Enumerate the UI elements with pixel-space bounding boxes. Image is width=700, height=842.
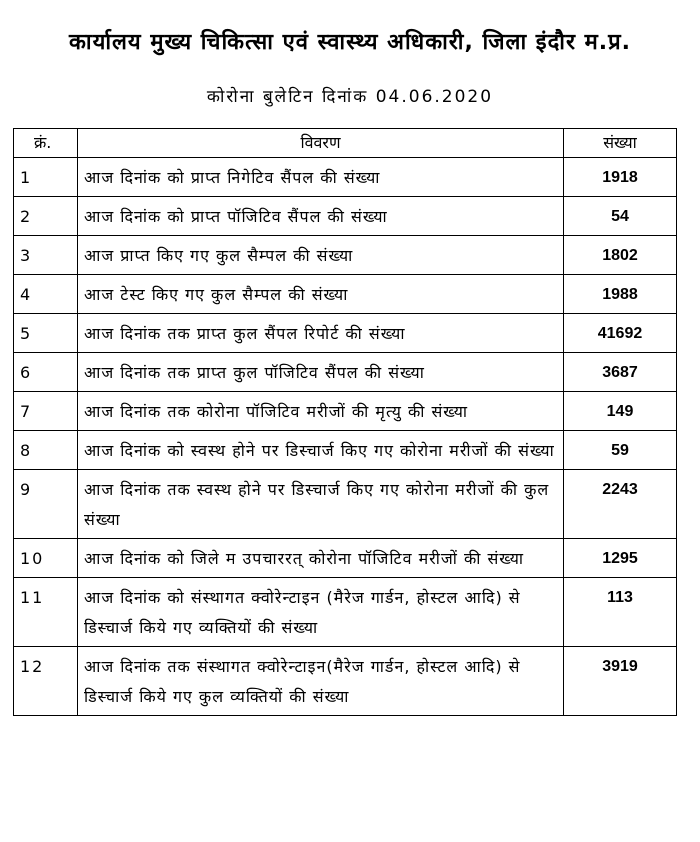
table-row	[14, 647, 677, 716]
row-description: आज दिनांक को प्राप्त पॉजिटिव सैंपल की संख्या	[78, 197, 564, 236]
row-count: 1918	[564, 158, 677, 197]
row-description: आज टेस्ट किए गए कुल सैम्पल की संख्या	[78, 275, 564, 314]
table-row	[14, 470, 677, 539]
row-serial: 6	[14, 353, 78, 392]
row-description: आज दिनांक तक स्वस्थ होने पर डिस्चार्ज किए गए कोरोना मरीजों की कुल संख्या	[78, 470, 564, 539]
row-count: 1295	[564, 539, 677, 578]
table-row	[14, 539, 677, 578]
table-row	[14, 578, 677, 647]
row-description: आज दिनांक तक कोरोना पॉजिटिव मरीजों की मृत्यु की संख्या	[78, 392, 564, 431]
row-description: आज दिनांक को स्वस्थ होने पर डिस्चार्ज किए गए कोरोना मरीजों की संख्या	[78, 431, 564, 470]
bulletin-date-heading: कोरोना बुलेटिन दिनांक 04.06.2020	[206, 87, 494, 107]
row-count: 3919	[564, 647, 677, 716]
row-description: आज दिनांक को प्राप्त निगेटिव सैंपल की संख्या	[78, 158, 564, 197]
table-row	[14, 392, 677, 431]
row-serial: 3	[14, 236, 78, 275]
row-serial: 1	[14, 158, 78, 197]
row-serial: 2	[14, 197, 78, 236]
row-serial: 4	[14, 275, 78, 314]
row-serial: 9	[14, 470, 78, 539]
row-count: 1988	[564, 275, 677, 314]
row-count: 59	[564, 431, 677, 470]
row-serial: 10	[14, 539, 78, 578]
row-serial: 11	[14, 578, 78, 647]
office-title: कार्यालय मुख्य चिकित्सा एवं स्वास्थ्य अधिकारी, जिला इंदौर म.प्र.	[68, 30, 632, 55]
row-count: 3687	[564, 353, 677, 392]
bulletin-table	[13, 128, 677, 716]
row-serial: 7	[14, 392, 78, 431]
row-count: 41692	[564, 314, 677, 353]
table-row	[14, 197, 677, 236]
row-count: 149	[564, 392, 677, 431]
table-row	[14, 314, 677, 353]
row-description: आज दिनांक तक प्राप्त कुल पॉजिटिव सैंपल की संख्या	[78, 353, 564, 392]
row-description: आज दिनांक को जिले म उपचाररत् कोरोना पॉजिटिव मरीजों की संख्या	[78, 539, 564, 578]
row-count: 2243	[564, 470, 677, 539]
table-row	[14, 275, 677, 314]
table-row	[14, 236, 677, 275]
row-description: आज दिनांक तक संस्थागत क्वोरेन्टाइन(मैरेज गार्डन, होस्टल आदि) से डिस्चार्ज किये गए कुल व्यक्तियों की संख्या	[78, 647, 564, 716]
row-description: आज प्राप्त किए गए कुल सैम्पल की संख्या	[78, 236, 564, 275]
row-serial: 8	[14, 431, 78, 470]
table-header-row	[14, 129, 677, 158]
row-serial: 12	[14, 647, 78, 716]
table-row	[14, 431, 677, 470]
column-header-serial: क्रं.	[14, 129, 78, 158]
column-header-count: संख्या	[564, 129, 677, 158]
row-serial: 5	[14, 314, 78, 353]
row-description: आज दिनांक को संस्थागत क्वोरेन्टाइन (मैरेज गार्डन, होस्टल आदि) से डिस्चार्ज किये गए व्यक्तियों की संख्या	[78, 578, 564, 647]
row-count: 54	[564, 197, 677, 236]
column-header-description: विवरण	[78, 129, 564, 158]
table-row	[14, 353, 677, 392]
row-count: 1802	[564, 236, 677, 275]
row-count: 113	[564, 578, 677, 647]
table-row	[14, 158, 677, 197]
row-description: आज दिनांक तक प्राप्त कुल सैंपल रिपोर्ट की संख्या	[78, 314, 564, 353]
